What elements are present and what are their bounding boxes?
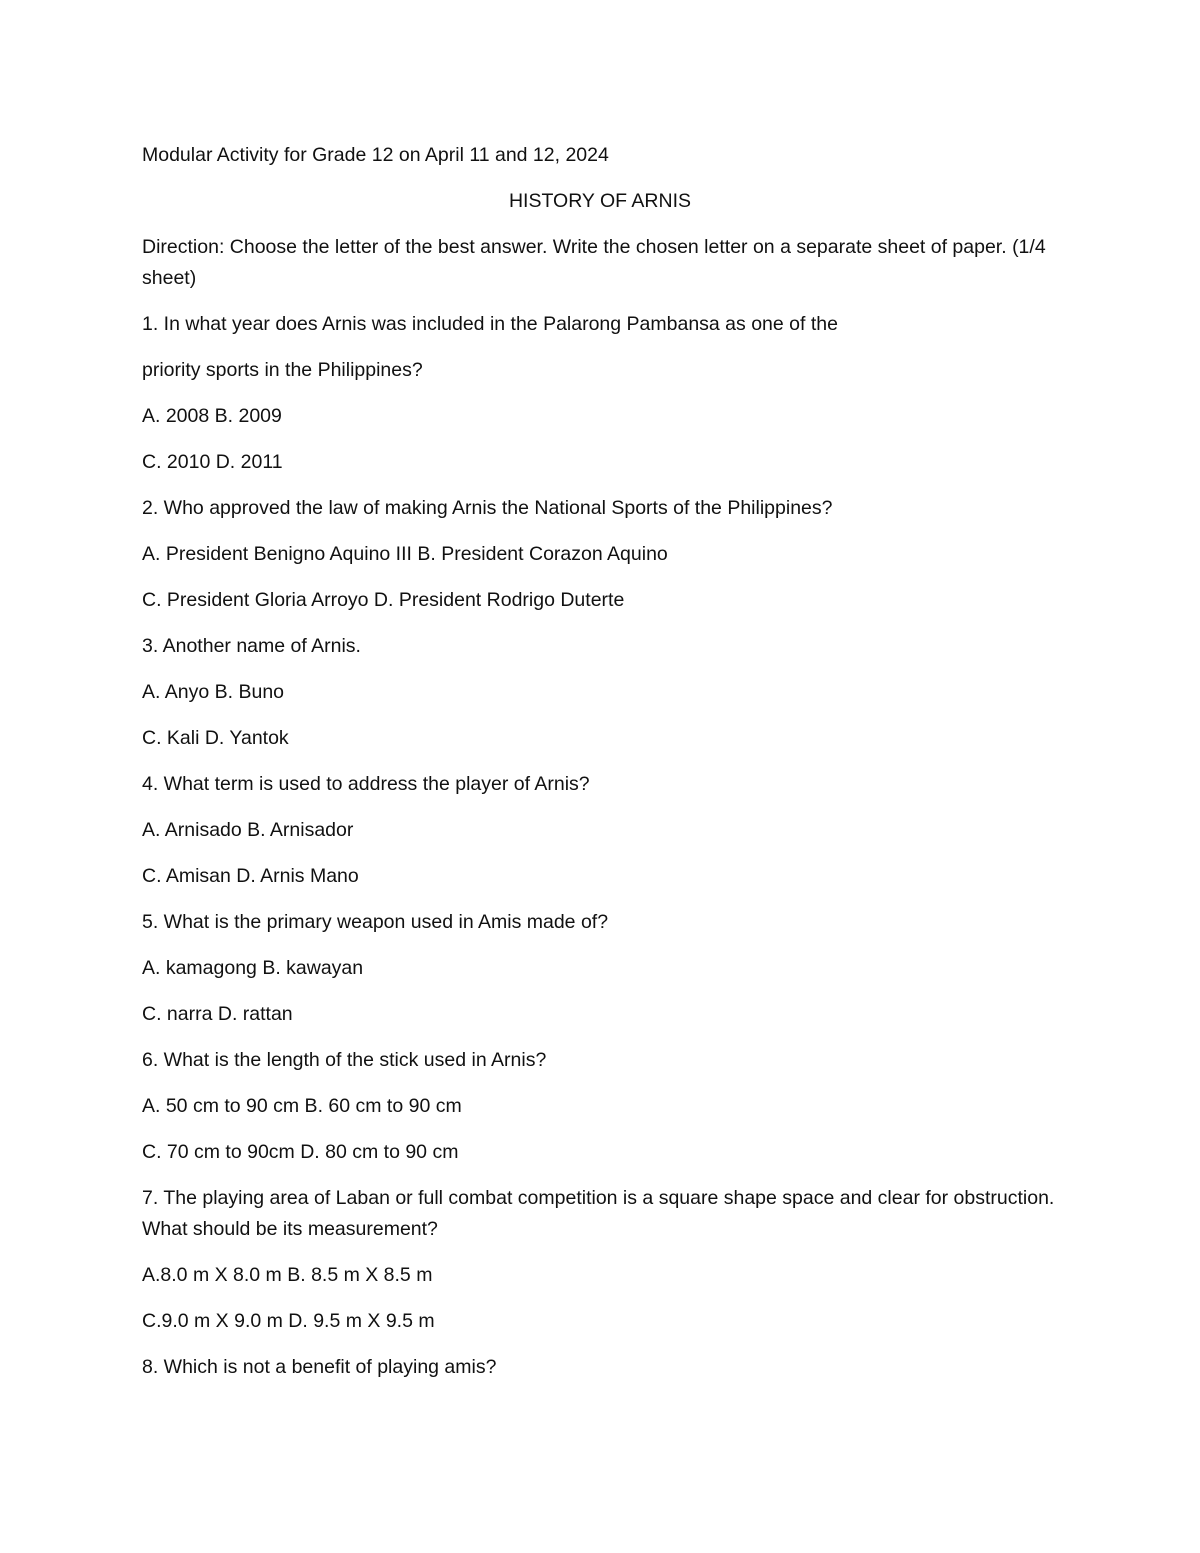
question-2-prompt: 2. Who approved the law of making Arnis the National Sports of the Philippines? — [142, 497, 833, 519]
question-1-prompt-continued: priority sports in the Philippines? — [142, 359, 423, 381]
question-3-prompt: 3. Another name of Arnis. — [142, 635, 361, 657]
question-1-choices-c-d: C. 2010 D. 2011 — [142, 451, 283, 473]
question-5-choices-c-d: C. narra D. rattan — [142, 1003, 293, 1025]
question-8-prompt: 8. Which is not a benefit of playing amis? — [142, 1356, 497, 1378]
question-4-choices-a-b: A. Arnisado B. Arnisador — [142, 819, 354, 841]
question-7-choices-a-b: A.8.0 m X 8.0 m B. 8.5 m X 8.5 m — [142, 1264, 433, 1286]
question-3-choices-c-d: C. Kali D. Yantok — [142, 727, 289, 749]
question-7-choices-c-d: C.9.0 m X 9.0 m D. 9.5 m X 9.5 m — [142, 1310, 435, 1332]
question-3-choices-a-b: A. Anyo B. Buno — [142, 681, 285, 703]
document-header: Modular Activity for Grade 12 on April 11 and 12, 2024 — [142, 144, 609, 166]
document-title: HISTORY OF ARNIS — [508, 190, 692, 212]
question-5-prompt: 5. What is the primary weapon used in Amis made of? — [142, 911, 609, 933]
question-1-choices-a-b: A. 2008 B. 2009 — [142, 405, 282, 427]
question-6-prompt: 6. What is the length of the stick used in Arnis? — [142, 1049, 547, 1071]
question-2-choices-a-b: A. President Benigno Aquino III B. President Corazon Aquino — [142, 543, 668, 565]
directions: Direction: Choose the letter of the best answer. Write the chosen letter on a separate sheet of paper. (1/4 sheet) — [142, 236, 1046, 289]
question-4-choices-c-d: C. Amisan D. Arnis Mano — [142, 865, 359, 887]
question-4-prompt: 4. What term is used to address the player of Arnis? — [142, 773, 590, 795]
question-5-choices-a-b: A. kamagong B. kawayan — [142, 957, 364, 979]
question-7-prompt: 7. The playing area of Laban or full combat competition is a square shape space and clear for obstruction. What should be its measurement? — [142, 1187, 1055, 1240]
question-1-prompt: 1. In what year does Arnis was included in the Palarong Pambansa as one of the — [142, 313, 838, 335]
question-2-choices-c-d: C. President Gloria Arroyo D. President Rodrigo Duterte — [142, 589, 625, 611]
document-body — [142, 140, 1062, 1398]
question-6-choices-c-d: C. 70 cm to 90cm D. 80 cm to 90 cm — [142, 1141, 459, 1163]
question-6-choices-a-b: A. 50 cm to 90 cm B. 60 cm to 90 cm — [142, 1095, 462, 1117]
